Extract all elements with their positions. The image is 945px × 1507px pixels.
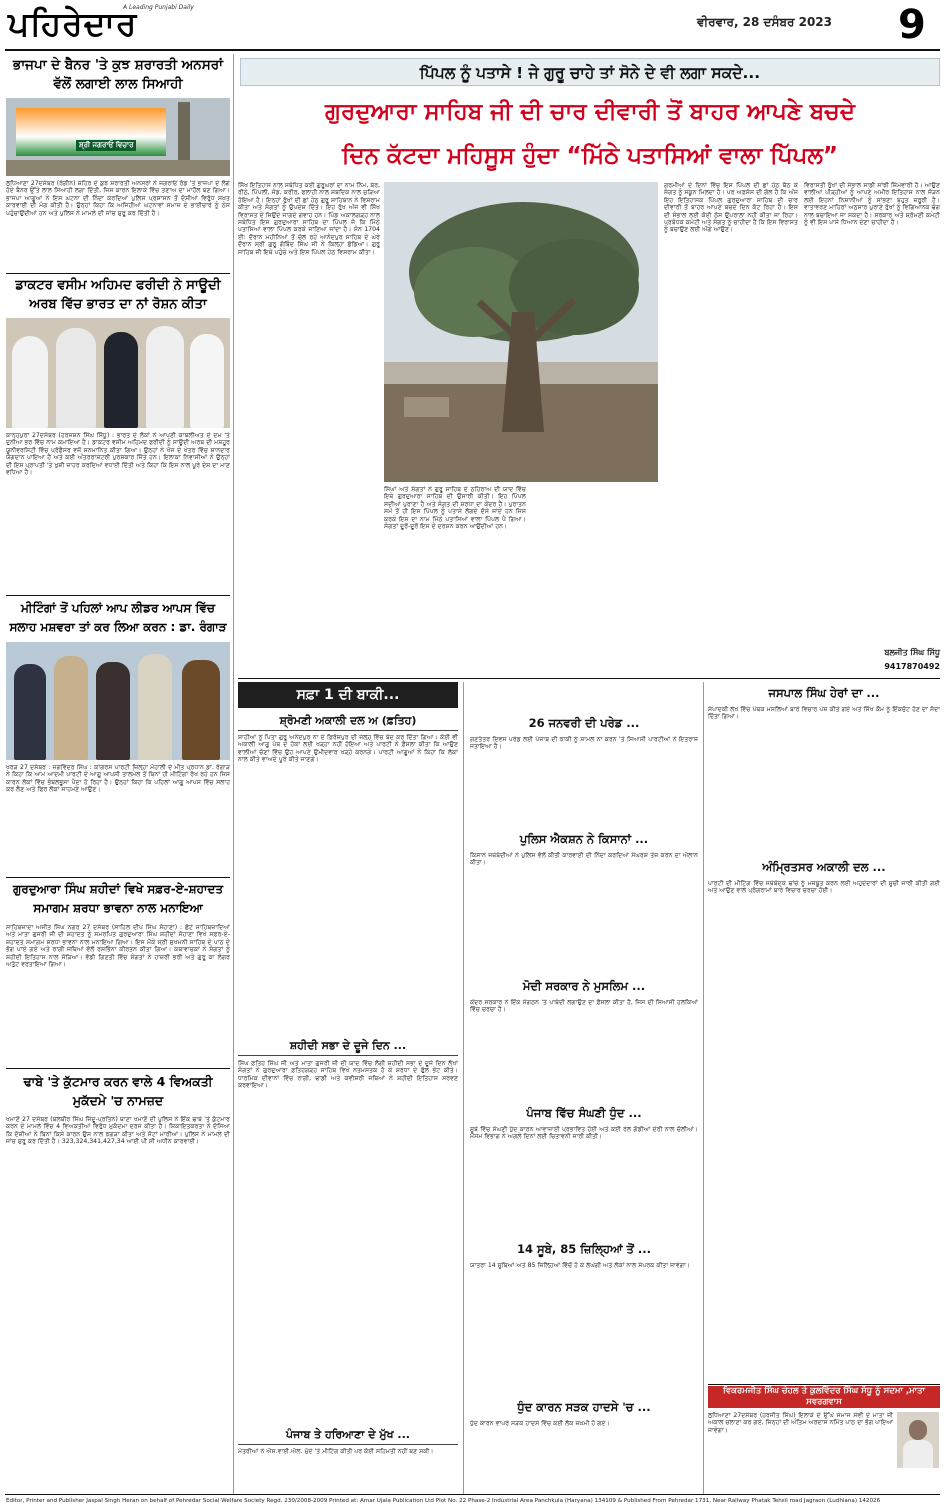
story5-body: ਖਮਾਣੋਂ 27 ਦਸੰਬਰ (ਬਲਬੀਰ ਸਿੰਘ ਜਿੰਦੂ-ਪ੍ਰਤਿਨ) ਥਾਣਾ ਖਮਾਣੋਂ ਦੀ ਪੁਲਿਸ ਨੇ ਇੱਕ ਢਾਬੇ 'ਤੇ ਕੁੱਟਮਾਰ ਕਰਨ ਦੇ ਮਾਮਲੇ ਵਿੱਚ 4 ਵਿਅਕਤੀਆਂ ਵਿਰੁੱਧ ਮੁਕੱਦਮਾ ਦਰਜ ਕੀਤਾ ਹੈ। ਸ਼ਿਕਾਇਤਕਰਤਾ ਨੇ ਦੱਸਿਆ ਕਿ ਦੋਸ਼ੀਆਂ ਨੇ ਬਿਨਾਂ ਕਿਸੇ ਕਾਰਨ ਉਸ ਨਾਲ ਝਗੜਾ ਕੀਤਾ ਅਤੇ ਸੱਟਾਂ ਮਾਰੀਆਂ। ਪੁਲਿਸ ਨੇ ਮਾਮਲੇ ਦੀ ਜਾਂਚ ਸ਼ੁਰੂ ਕਰ ਦਿੱਤੀ ਹੈ। 323,324,341,427,34 ਆਈ ਪੀ ਸੀ ਅਧੀਨ ਕਾਰਵਾਈ। (6, 1116, 230, 1146)
cont-c2-s1-body: ਗਣਤੰਤਰ ਦਿਵਸ ਪਰੇਡ ਲਈ ਪੰਜਾਬ ਦੀ ਝਾਕੀ ਨੂੰ ਸ਼ਾਮਲ ਨਾ ਕਰਨ 'ਤੇ ਸਿਆਸੀ ਪਾਰਟੀਆਂ ਨੇ ਇਤਰਾਜ਼ ਜਤਾਇਆ ਹੈ। (470, 736, 698, 751)
col-divider (703, 682, 704, 1494)
bjp-banner-photo (6, 98, 230, 176)
person-mid (56, 328, 96, 428)
lead-author: ਬਲਜੀਤ ਸਿੰਘ ਸਿੱਧੂ (884, 648, 940, 657)
imprint-footer: Editor, Printer and Publisher Jaspal Singh Heran on behalf of Pehredar Social Welfare Society Regd. 230/2008-2009 Printed at: Amar Ujala Publication Ltd Plot No. 22 Phase-2 Industrial Area Panchkula (Haryana) 134109 & Published From Pehredar 1731, Near Railway Phatak Tehsil road Jagraon (Ludhiana) 142026 (6, 1498, 881, 1504)
story1-headline: ਭਾਜਪਾ ਦੇ ਬੈਨਰ 'ਤੇ ਕੁਝ ਸ਼ਰਾਰਤੀ ਅਨਸਰਾਂ ਵੱਲੋਂ ਲਗਾਈ ਲਾਲ ਸਿਆਹੀ (13, 57, 223, 92)
story2-body: ਕਾਨ੍ਹਪੁਰਾ 27ਦਸੰਬਰ (ਹਰਜਸ਼ਨ ਸਿੰਘ ਸਿੱਧੂ) : ਭਾਰਤ ਦੇ ਲੋਕਾਂ ਨੇ ਆਪਣੀ ਕਾਬਲੀਅਤ ਦੇ ਦਮ 'ਤੇ ਦੁਨੀਆ ਭਰ ਵਿੱਚ ਨਾਮ ਕਮਾਇਆ ਹੈ। ਡਾਕਟਰ ਵਸੀਮ ਅਹਿਮਦ ਫਰੀਦੀ ਨੂੰ ਸਾਊਦੀ ਅਰਬ ਦੀ ਮਸ਼ਹੂਰ ਯੂਨੀਵਰਸਿਟੀ ਵਿੱਚ ਪ੍ਰੋਫੈਸਰ ਵਜੋਂ ਸਨਮਾਨਿਤ ਕੀਤਾ ਗਿਆ। ਉਨ੍ਹਾਂ ਨੇ ਖੋਜ ਦੇ ਖੇਤਰ ਵਿੱਚ ਸ਼ਾਨਦਾਰ ਯੋਗਦਾਨ ਪਾਇਆ ਹੈ ਅਤੇ ਕਈ ਅੰਤਰਰਾਸ਼ਟਰੀ ਪੁਰਸਕਾਰ ਜਿੱਤੇ ਹਨ। ਇਲਾਕਾ ਨਿਵਾਸੀਆਂ ਨੇ ਉਨ੍ਹਾਂ ਦੀ ਇਸ ਪ੍ਰਾਪਤੀ 'ਤੇ ਖੁਸ਼ੀ ਜ਼ਾਹਰ ਕਰਦਿਆਂ ਵਧਾਈ ਦਿੱਤੀ ਅਤੇ ਕਿਹਾ ਕਿ ਇਸ ਨਾਲ ਪੂਰੇ ਦੇਸ਼ ਦਾ ਮਾਣ ਵਧਿਆ ਹੈ। (6, 432, 230, 477)
saudi-event-photo (6, 318, 230, 428)
cont-c3-s2-body: ਪਾਰਟੀ ਦੀ ਮੀਟਿੰਗ ਵਿੱਚ ਜਥੇਬੰਦਕ ਢਾਂਚੇ ਨੂੰ ਮਜ਼ਬੂਤ ਕਰਨ ਲਈ ਅਹੁਦੇਦਾਰਾਂ ਦੀ ਸੂਚੀ ਜਾਰੀ ਕੀਤੀ ਗਈ ਅਤੇ ਆਉਣ ਵਾਲੇ ਪ੍ਰੋਗਰਾਮਾਂ ਬਾਰੇ ਵਿਚਾਰ ਚਰਚਾ ਹੋਈ। (708, 880, 940, 895)
lead-body-col1: ਸਿੱਖ ਇਤਿਹਾਸ ਨਾਲ ਸਬੰਧਿਤ ਕਈ ਗੁਰੂਘਰਾਂ ਦਾ ਨਾਮ ਨਿੰਮ, ਬੇਰ, ਰੀਠੇ, ਪਿੱਪਲੀ, ਜੰਡ, ਕਰੀਰ, ਫਲਾਹੀ ਨਾਲ ਸ਼ਬਦਿਕ ਨਾਲ ਜੁੜਿਆ ਹੋਇਆ ਹੈ। ਇਨ੍ਹਾਂ ਰੁੱਖਾਂ ਦੀ ਛਾਂ ਹੇਠ ਗੁਰੂ ਸਾਹਿਬਾਨ ਨੇ ਵਿਸ਼ਰਾਮ ਕੀਤਾ ਅਤੇ ਸੰਗਤਾਂ ਨੂੰ ਉਪਦੇਸ਼ ਦਿੱਤੇ। ਇਹ ਰੁੱਖ ਅੱਜ ਵੀ ਸਿੱਖ ਵਿਰਾਸਤ ਦੇ ਜਿਉਂਦੇ ਜਾਗਦੇ ਗਵਾਹ ਹਨ। ਪਿੰਡ ਅਕਾਲਗੜ੍ਹ ਨਾਲ ਸਬੰਧਿਤ ਇਸ ਗੁਰਦੁਆਰਾ ਸਾਹਿਬ ਦਾ ਪਿੱਪਲ ਜੋ ਕਿ ਮਿੱਠੇ ਪਤਾਸਿਆਂ ਵਾਲਾ ਪਿੱਪਲ ਕਰਕੇ ਜਾਣਿਆ ਜਾਂਦਾ ਹੈ। ਸੰਨ 1704 ਈ: ਦੌਰਾਨ ਮਹੀਨਿਆਂ ਤੋਂ ਚੱਲ ਰਹੇ ਆਨੰਦਪੁਰ ਸਾਹਿਬ ਦੇ ਘੇਰੇ ਦੌਰਾਨ ਸ੍ਰੀ ਗੁਰੂ ਗੋਬਿੰਦ ਸਿੰਘ ਜੀ ਨੇ ਕਿਲ੍ਹਾ ਛੱਡਿਆ। ਗੁਰੂ ਸਾਹਿਬ ਜੀ ਇਥੇ ਪਹੁੰਚੇ ਅਤੇ ਇਸ ਪਿੱਪਲ ਹੇਠ ਵਿਸ਼ਰਾਮ ਕੀਤਾ। (238, 182, 380, 256)
person-left (12, 336, 48, 428)
story4-headline: ਗੁਰਦੁਆਰਾ ਸਿੰਘ ਸ਼ਹੀਦਾਂ ਵਿਖੇ ਸਫ਼ਰ-ਏ-ਸ਼ਹਾਦਤ ਸਮਾਗਮ ਸ਼ਰਧਾ ਭਾਵਨਾ ਨਾਲ ਮਨਾਇਆ (12, 882, 224, 915)
ground (6, 160, 230, 176)
person-center (104, 332, 138, 428)
lead-body-col4: ਗਰਮੀਆਂ ਦੇ ਦਿਨਾਂ ਵਿੱਚ ਇਸ ਪਿੱਪਲ ਦੀ ਛਾਂ ਹੇਠ ਬੈਠ ਕੇ ਸੰਗਤ ਨੂੰ ਸਕੂਨ ਮਿਲਦਾ ਹੈ। ਪਰ ਅਫ਼ਸੋਸ ਦੀ ਗੱਲ ਹੈ ਕਿ ਅੱਜ ਇਹ ਇਤਿਹਾਸਕ ਪਿੱਪਲ ਗੁਰਦੁਆਰਾ ਸਾਹਿਬ ਦੀ ਚਾਰ ਦੀਵਾਰੀ ਤੋਂ ਬਾਹਰ ਆਪਣੇ ਬਚਦੇ ਦਿਨ ਕੱਟ ਰਿਹਾ ਹੈ। ਇਸ ਦੀ ਸੰਭਾਲ ਲਈ ਕੋਈ ਠੋਸ ਉਪਰਾਲਾ ਨਹੀਂ ਕੀਤਾ ਜਾ ਰਿਹਾ। ਪ੍ਰਬੰਧਕ ਕਮੇਟੀ ਅਤੇ ਸੰਗਤ ਨੂੰ ਚਾਹੀਦਾ ਹੈ ਕਿ ਇਸ ਵਿਰਾਸਤ ਨੂੰ ਬਚਾਉਣ ਲਈ ਅੱਗੇ ਆਉਣ। (664, 182, 798, 234)
lead-body-col2: ਸਿੰਘਾਂ ਅਤੇ ਸੰਗਤਾਂ ਨੇ ਗੁਰੂ ਸਾਹਿਬ ਦੇ ਠਹਿਰਾਅ ਦੀ ਯਾਦ ਵਿੱਚ ਇਥੇ ਗੁਰਦੁਆਰਾ ਸਾਹਿਬ ਦੀ ਉਸਾਰੀ ਕੀਤੀ। ਇਹ ਪਿੱਪਲ ਸਦੀਆਂ ਪੁਰਾਣਾ ਹੈ ਅਤੇ ਸੰਗਤ ਦੀ ਸ਼ਰਧਾ ਦਾ ਕੇਂਦਰ ਹੈ। ਪੁਰਾਤਨ ਸਮੇਂ ਤੋਂ ਹੀ ਇਸ ਪਿੱਪਲ ਨੂੰ ਪਤਾਸੇ ਲੱਗਦੇ ਦੱਸੇ ਜਾਂਦੇ ਹਨ ਜਿਸ ਕਰਕੇ ਇਸ ਦਾ ਨਾਮ ਮਿੱਠੇ ਪਤਾਸਿਆਂ ਵਾਲਾ ਪਿੱਪਲ ਪੈ ਗਿਆ। ਸੰਗਤਾਂ ਦੂਰੋਂ-ਦੂਰੋਂ ਇਸ ਦੇ ਦਰਸ਼ਨ ਕਰਨ ਆਉਂਦੀਆਂ ਹਨ। (384, 486, 526, 531)
cont-c2-s3-title: ਮੋਦੀ ਸਰਕਾਰ ਨੇ ਮੁਸਲਿਮ ... (522, 979, 646, 993)
lead-phone: 9417870492 (884, 662, 940, 671)
person-1 (14, 664, 46, 760)
left-column-divider (233, 54, 234, 1494)
cont-c3-s3-body: ਲੁਧਿਆਣਾ 27ਦਸੰਬਰ (ਹਰਜੀਤ ਸਿੰਘ) ਇਲਾਕੇ ਦੇ ਉੱਘੇ ਸਮਾਜ ਸੇਵੀ ਦੇ ਮਾਤਾ ਜੀ ਅਕਾਲ ਚਲਾਣਾ ਕਰ ਗਏ, ਜਿਨ੍ਹਾਂ ਦੀ ਅੰਤਿਮ ਅਰਦਾਸ ਨਮਿੱਤ ਪਾਠ ਦਾ ਭੋਗ ਪਾਇਆ ਜਾਵੇਗਾ। (708, 1412, 893, 1434)
story5-headline: ਢਾਬੇ 'ਤੇ ਕੁੱਟਮਾਰ ਕਰਨ ਵਾਲੇ 4 ਵਿਅਕਤੀ ਮੁਕੱਦਮੇ 'ਚ ਨਾਮਜ਼ਦ (23, 1074, 213, 1108)
footer-rule (5, 1494, 940, 1495)
story3-body: ਖਰੜ 27 ਦਸੰਬਰ : ਜਗਵਿੰਦਰ ਸਿੰਘ : ਕਾਂਗਰਸ ਪਾਰਟੀ ਜ਼ਿਲ੍ਹਾ ਮੋਹਾਲੀ ਦੇ ਮੀਤ ਪ੍ਰਧਾਨ ਡਾ. ਰੰਗਾੜ ਨੇ ਕਿਹਾ ਕਿ ਆਮ ਆਦਮੀ ਪਾਰਟੀ ਦੇ ਆਗੂ ਆਪਸੀ ਤਾਲਮੇਲ ਤੋਂ ਬਿਨਾਂ ਹੀ ਮੀਟਿੰਗਾਂ ਰੱਖ ਰਹੇ ਹਨ ਜਿਸ ਕਾਰਨ ਲੋਕਾਂ ਵਿੱਚ ਭੰਬਲਭੂਸਾ ਪੈਦਾ ਹੋ ਰਿਹਾ ਹੈ। ਉਨ੍ਹਾਂ ਕਿਹਾ ਕਿ ਪਹਿਲਾਂ ਆਗੂ ਆਪਸ ਵਿੱਚ ਸਲਾਹ ਕਰ ਲੈਣ ਅਤੇ ਫਿਰ ਲੋਕਾਂ ਸਾਹਮਣੇ ਆਉਣ। (6, 764, 230, 794)
portrait-head (909, 1420, 927, 1440)
divider (708, 1384, 940, 1385)
person-4 (138, 654, 172, 760)
person-3 (96, 662, 130, 760)
story4-body: ਸਾਹਿਬਜ਼ਾਦਾ ਅਜੀਤ ਸਿੰਘ ਨਗਰ 27 ਦਸੰਬਰ (ਸਾਹਿਲ ਦੀਪ ਸਿੰਘ ਸੋਹਾਣਾ) : ਛੋਟੇ ਸਾਹਿਬਜ਼ਾਦਿਆਂ ਅਤੇ ਮਾਤਾ ਗੁਜਰੀ ਜੀ ਦੀ ਸ਼ਹਾਦਤ ਨੂੰ ਸਮਰਪਿਤ ਗੁਰਦੁਆਰਾ ਸਿੰਘ ਸ਼ਹੀਦਾਂ ਸੋਹਾਣਾ ਵਿਖੇ ਸਫ਼ਰ-ਏ-ਸ਼ਹਾਦਤ ਸਮਾਗਮ ਸ਼ਰਧਾ ਭਾਵਨਾ ਨਾਲ ਮਨਾਇਆ ਗਿਆ। ਇਸ ਮੌਕੇ ਸ੍ਰੀ ਸੁਖਮਨੀ ਸਾਹਿਬ ਦੇ ਪਾਠ ਦੇ ਭੋਗ ਪਾਏ ਗਏ ਅਤੇ ਰਾਗੀ ਜਥਿਆਂ ਵੱਲੋਂ ਰਸਭਿੰਨਾ ਕੀਰਤਨ ਕੀਤਾ ਗਿਆ। ਕਥਾਵਾਚਕਾਂ ਨੇ ਸੰਗਤਾਂ ਨੂੰ ਸ਼ਹੀਦੀ ਇਤਿਹਾਸ ਨਾਲ ਜੋੜਿਆ। ਵੱਡੀ ਗਿਣਤੀ ਵਿੱਚ ਸੰਗਤਾਂ ਨੇ ਹਾਜ਼ਰੀ ਭਰੀ ਅਤੇ ਗੁਰੂ ਕਾ ਲੰਗਰ ਅਤੁੱਟ ਵਰਤਾਇਆ ਗਿਆ। (6, 924, 230, 969)
story2-headline: ਡਾਕਟਰ ਵਸੀਮ ਅਹਿਮਦ ਫਰੀਦੀ ਨੇ ਸਾਊਦੀ ਅਰਬ ਵਿੱਚ ਭਾਰਤ ਦਾ ਨਾਂ ਰੋਸ਼ਨ ਕੀਤਾ (15, 278, 221, 312)
cont-c3-s3-title: ਵਿਕਰਮਜੀਤ ਸਿੰਘ ਚੇਹਲ ਤੇ ਕੁਲਵਿੰਦਰ ਸਿੰਘ ਸੰਧੂ ਨੂੰ ਸਦਮਾ ,ਮਾਤਾ ਸਵਰਗਵਾਸ (708, 1386, 940, 1408)
divider (6, 273, 230, 274)
cont-c2-s5-body: ਯਾਤਰਾ 14 ਸੂਬਿਆਂ ਅਤੇ 85 ਜ਼ਿਲ੍ਹਿਆਂ ਵਿੱਚੋਂ ਹੋ ਕੇ ਲੰਘੇਗੀ ਅਤੇ ਲੋਕਾਂ ਨਾਲ ਸੰਪਰਕ ਕੀਤਾ ਜਾਵੇਗਾ। (470, 1262, 691, 1269)
cont-c1-s3-title: ਪੰਜਾਬ ਤੇ ਹਰਿਆਣਾ ਦੇ ਮੁੱਖ ... (238, 1426, 458, 1445)
lead-headline-line2: ਦਿਨ ਕੱਟਦਾ ਮਹਿਸੂਸ ਹੁੰਦਾ “ਮਿੱਠੇ ਪਤਾਸਿਆਂ ਵਾਲਾ ਪਿੱਪਲ” (341, 143, 839, 169)
party-leaders-photo (6, 642, 230, 760)
person-far-right (190, 334, 224, 428)
person-5 (182, 660, 220, 760)
cont-c3-s2-title: ਅੰਮ੍ਰਿਤਸਰ ਅਕਾਲੀ ਦਲ ... (762, 860, 886, 874)
story3-headline: ਮੀਟਿੰਗਾਂ ਤੋਂ ਪਹਿਲਾਂ ਆਪ ਲੀਡਰ ਆਪਸ ਵਿੱਚ ਸਲਾਹ ਮਸ਼ਵਰਾ ਤਾਂ ਕਰ ਲਿਆ ਕਰਨ : ਡਾ. ਰੰਗਾੜ (9, 601, 227, 634)
cont-c1-s1-title: ਸ਼੍ਰੋਮਣੀ ਅਕਾਲੀ ਦਲ ਅ (ਫ਼ਤਿਹ) (238, 712, 458, 731)
cont-c2-s1-title: 26 ਜਨਵਰੀ ਦੀ ਪਰੇਡ ... (528, 716, 640, 730)
cont-c2-s3-body: ਕੇਂਦਰ ਸਰਕਾਰ ਨੇ ਇੱਕ ਸੰਗਠਨ 'ਤੇ ਪਾਬੰਦੀ ਲਗਾਉਣ ਦਾ ਫ਼ੈਸਲਾ ਕੀਤਾ ਹੈ, ਜਿਸ ਦੀ ਸਿਆਸੀ ਹਲਕਿਆਂ ਵਿੱਚ ਚਰਚਾ ਹੈ। (470, 999, 698, 1014)
peepal-tree-photo (384, 182, 658, 482)
cont-c2-s2-title: ਪੁਲਿਸ ਐਕਸ਼ਨ ਨੇ ਕਿਸਾਨਾਂ ... (519, 832, 649, 846)
cont-c1-s3-body: ਮੰਤਰੀਆਂ ਨੇ ਐਸ.ਵਾਈ.ਐਲ. ਮੁੱਦੇ 'ਤੇ ਮੀਟਿੰਗ ਕੀਤੀ ਪਰ ਕੋਈ ਸਹਿਮਤੀ ਨਹੀਂ ਬਣ ਸਕੀ। (238, 1448, 434, 1455)
cont-c1-s2-body: ਸਿੰਘ ਫ਼ਤਿਹ ਸਿੰਘ ਜੀ ਅਤੇ ਮਾਤਾ ਗੁਜਰੀ ਜੀ ਦੀ ਯਾਦ ਵਿੱਚ ਲੱਗੀ ਸ਼ਹੀਦੀ ਸਭਾ ਦੇ ਦੂਜੇ ਦਿਨ ਲੱਖਾਂ ਸੰਗਤਾਂ ਨੇ ਗੁਰਦੁਆਰਾ ਫ਼ਤਿਹਗੜ੍ਹ ਸਾਹਿਬ ਵਿਖੇ ਨਤਮਸਤਕ ਹੋ ਕੇ ਸ਼ਰਧਾ ਦੇ ਫੁੱਲ ਭੇਟ ਕੀਤੇ। ਧਾਰਮਿਕ ਦੀਵਾਨਾਂ ਵਿੱਚ ਰਾਗੀ, ਢਾਡੀ ਅਤੇ ਕਵੀਸ਼ਰੀ ਜਥਿਆਂ ਨੇ ਸ਼ਹੀਦੀ ਇਤਿਹਾਸ ਸਰਵਣ ਕਰਵਾਇਆ। (238, 1060, 458, 1090)
banner-text: ਸ਼੍ਰੀ ਜਗਰਾਓਂ ਵਿਚਾਰ (76, 140, 136, 151)
cont-c2-s6-body: ਧੁੰਦ ਕਾਰਨ ਵਾਪਰੇ ਸੜਕ ਹਾਦਸੇ ਵਿੱਚ ਕਈ ਲੋਕ ਜ਼ਖ਼ਮੀ ਹੋ ਗਏ। (470, 1420, 610, 1427)
page-number: 9 (898, 2, 926, 48)
obituary-photo (897, 1412, 939, 1468)
cont-c2-s2-body: ਕਿਸਾਨ ਜਥੇਬੰਦੀਆਂ ਨੇ ਪੁਲਿਸ ਵੱਲੋਂ ਕੀਤੀ ਕਾਰਵਾਈ ਦੀ ਨਿੰਦਾ ਕਰਦਿਆਂ ਸੰਘਰਸ਼ ਤੇਜ਼ ਕਰਨ ਦਾ ਐਲਾਨ ਕੀਤਾ। (470, 852, 698, 867)
lead-body-col5: ਵਿਰਾਸਤੀ ਰੁੱਖਾਂ ਦੀ ਸੰਭਾਲ ਸਾਡੀ ਸਾਂਝੀ ਜ਼ਿੰਮੇਵਾਰੀ ਹੈ। ਆਉਣ ਵਾਲੀਆਂ ਪੀੜ੍ਹੀਆਂ ਨੂੰ ਆਪਣੇ ਅਮੀਰ ਇਤਿਹਾਸ ਨਾਲ ਜੋੜਨ ਲਈ ਇਹਨਾਂ ਨਿਸ਼ਾਨੀਆਂ ਨੂੰ ਸਾਂਭਣਾ ਬਹੁਤ ਜ਼ਰੂਰੀ ਹੈ। ਵਾਤਾਵਰਣ ਮਾਹਿਰਾਂ ਅਨੁਸਾਰ ਪੁਰਾਣੇ ਰੁੱਖਾਂ ਨੂੰ ਵਿਗਿਆਨਕ ਢੰਗ ਨਾਲ ਬਚਾਇਆ ਜਾ ਸਕਦਾ ਹੈ। ਸਰਕਾਰ ਅਤੇ ਸ਼੍ਰੋਮਣੀ ਕਮੇਟੀ ਨੂੰ ਵੀ ਇਸ ਪਾਸੇ ਧਿਆਨ ਦੇਣਾ ਚਾਹੀਦਾ ਹੈ। (804, 182, 940, 227)
cont-c1-s1-body: ਸ਼ਾਹੀਆਂ ਨੂੰ ਪਿਤਾ ਗੁਰੂ ਅਨੰਦਪੁਰ ਨਾ ਦੇ ਫ਼ਿਰੋਜ਼ਪੁਰ ਦੀ ਜੇਲ੍ਹ ਵਿੱਚ ਬੰਦ ਕਰ ਦਿੱਤਾ ਗਿਆ। ਕੋਈ ਵੀ ਅਕਾਲੀ ਆਗੂ ਪੰਥ ਦੇ ਹੱਕਾਂ ਲਈ ਖੜ੍ਹਾ ਨਹੀਂ ਹੋਇਆ ਅਤੇ ਪਾਰਟੀ ਨੇ ਫ਼ੈਸਲਾ ਕੀਤਾ ਕਿ ਆਉਣ ਵਾਲੀਆਂ ਚੋਣਾਂ ਵਿੱਚ ਉਹ ਆਪਣੇ ਉਮੀਦਵਾਰ ਖੜ੍ਹੇ ਕਰਨਗੇ। ਪਾਰਟੀ ਆਗੂਆਂ ਨੇ ਕਿਹਾ ਕਿ ਲੋਕਾਂ ਨਾਲ ਕੀਤੇ ਵਾਅਦੇ ਪੂਰੇ ਕੀਤੇ ਜਾਣਗੇ। (238, 734, 458, 764)
portrait-body (903, 1440, 933, 1468)
cont-c2-s5-title: 14 ਸੂਬੇ, 85 ਜ਼ਿਲ੍ਹਿਆਂ ਤੋਂ ... (517, 1242, 651, 1256)
page-date: ਵੀਰਵਾਰ, 28 ਦਸੰਬਰ 2023 (697, 15, 833, 29)
divider (6, 595, 230, 596)
cont-c2-s4-title: ਪੰਜਾਬ ਵਿੱਚ ਸੰਘਣੀ ਧੁੰਦ ... (526, 1106, 642, 1120)
masthead-title: ਪਹਿਰੇਦਾਰ (8, 4, 138, 43)
masthead-tagline: A Leading Punjabi Daily (123, 4, 194, 11)
cont-c3-s1-title: ਜਸਪਾਲ ਸਿੰਘ ਹੇਰਾਂ ਦਾ ... (768, 686, 880, 700)
tree-illustration (384, 182, 658, 482)
divider (6, 1068, 230, 1069)
person-right (146, 326, 184, 428)
cont-c3-s1-body: ਸੰਪਾਦਕੀ ਲੇਖ ਵਿੱਚ ਪੰਥਕ ਮਸਲਿਆਂ ਬਾਰੇ ਵਿਚਾਰ ਪੇਸ਼ ਕੀਤੇ ਗਏ ਅਤੇ ਸਿੱਖ ਕੌਮ ਨੂੰ ਇੱਕਜੁੱਟ ਹੋਣ ਦਾ ਸੱਦਾ ਦਿੱਤਾ ਗਿਆ। (708, 706, 940, 721)
lead-kicker: ਪਿੱਪਲ ਨੂੰ ਪਤਾਸੇ ! ਜੇ ਗੁਰੂ ਚਾਹੇ ਤਾਂ ਸੋਨੇ ਦੇ ਵੀ ਲਗਾ ਸਕਦੇ... (240, 58, 940, 86)
lead-bottom-rule (238, 678, 940, 679)
cont-c2-s4-body: ਸੂਬੇ ਵਿੱਚ ਸੰਘਣੀ ਧੁੰਦ ਕਾਰਨ ਆਵਾਜਾਈ ਪ੍ਰਭਾਵਿਤ ਹੋਈ ਅਤੇ ਕਈ ਰੇਲ ਗੱਡੀਆਂ ਦੇਰੀ ਨਾਲ ਚੱਲੀਆਂ। ਮੌਸਮ ਵਿਭਾਗ ਨੇ ਅਗਲੇ ਦਿਨਾਂ ਲਈ ਚਿਤਾਵਨੀ ਜਾਰੀ ਕੀਤੀ। (470, 1126, 698, 1141)
cont-c2-s6-title: ਧੁੰਦ ਕਾਰਨ ਸੜਕ ਹਾਦਸੇ 'ਚ ... (517, 1400, 651, 1414)
story1-body: ਲੁਧਿਆਣਾ 27ਦਸੰਬਰ (ਰੰਗੀਨ) ਸ਼ਹਿਰ ਦੇ ਕੁਝ ਸ਼ਰਾਰਤੀ ਅਨਸਰਾਂ ਨੇ ਜਗਰਾਓਂ ਰੋਡ 'ਤੇ ਭਾਜਪਾ ਦੇ ਲੱਗੇ ਹੋਏ ਬੈਨਰ ਉੱਤੇ ਲਾਲ ਸਿਆਹੀ ਲਗਾ ਦਿੱਤੀ, ਜਿਸ ਕਾਰਨ ਇਲਾਕੇ ਵਿੱਚ ਤਣਾਅ ਦਾ ਮਾਹੌਲ ਬਣ ਗਿਆ। ਭਾਜਪਾ ਆਗੂਆਂ ਨੇ ਇਸ ਘਟਨਾ ਦੀ ਨਿੰਦਾ ਕਰਦਿਆਂ ਪੁਲਿਸ ਪ੍ਰਸ਼ਾਸਨ ਤੋਂ ਦੋਸ਼ੀਆਂ ਵਿਰੁੱਧ ਸਖ਼ਤ ਕਾਰਵਾਈ ਦੀ ਮੰਗ ਕੀਤੀ ਹੈ। ਉਨ੍ਹਾਂ ਕਿਹਾ ਕਿ ਅਜਿਹੀਆਂ ਘਟਨਾਵਾਂ ਸਮਾਜ ਦੇ ਭਾਈਚਾਰੇ ਨੂੰ ਠੇਸ ਪਹੁੰਚਾਉਂਦੀਆਂ ਹਨ ਅਤੇ ਪੁਲਿਸ ਨੇ ਮਾਮਲੇ ਦੀ ਜਾਂਚ ਸ਼ੁਰੂ ਕਰ ਦਿੱਤੀ ਹੈ। (6, 180, 230, 217)
lead-headline-line1: ਗੁਰਦੁਆਰਾ ਸਾਹਿਬ ਜੀ ਦੀ ਚਾਰ ਦੀਵਾਰੀ ਤੋਂ ਬਾਹਰ ਆਪਣੇ ਬਚਦੇ (325, 99, 855, 125)
masthead-rule (5, 49, 940, 51)
cont-c1-s2-title: ਸ਼ਹੀਦੀ ਸਭਾ ਦੇ ਦੂਜੇ ਦਿਨ ... (238, 1037, 458, 1056)
divider (6, 877, 230, 878)
continued-box-title: ਸਫ਼ਾ 1 ਦੀ ਬਾਕੀ... (238, 682, 458, 708)
person-2 (54, 656, 88, 760)
col-divider (463, 682, 464, 1494)
